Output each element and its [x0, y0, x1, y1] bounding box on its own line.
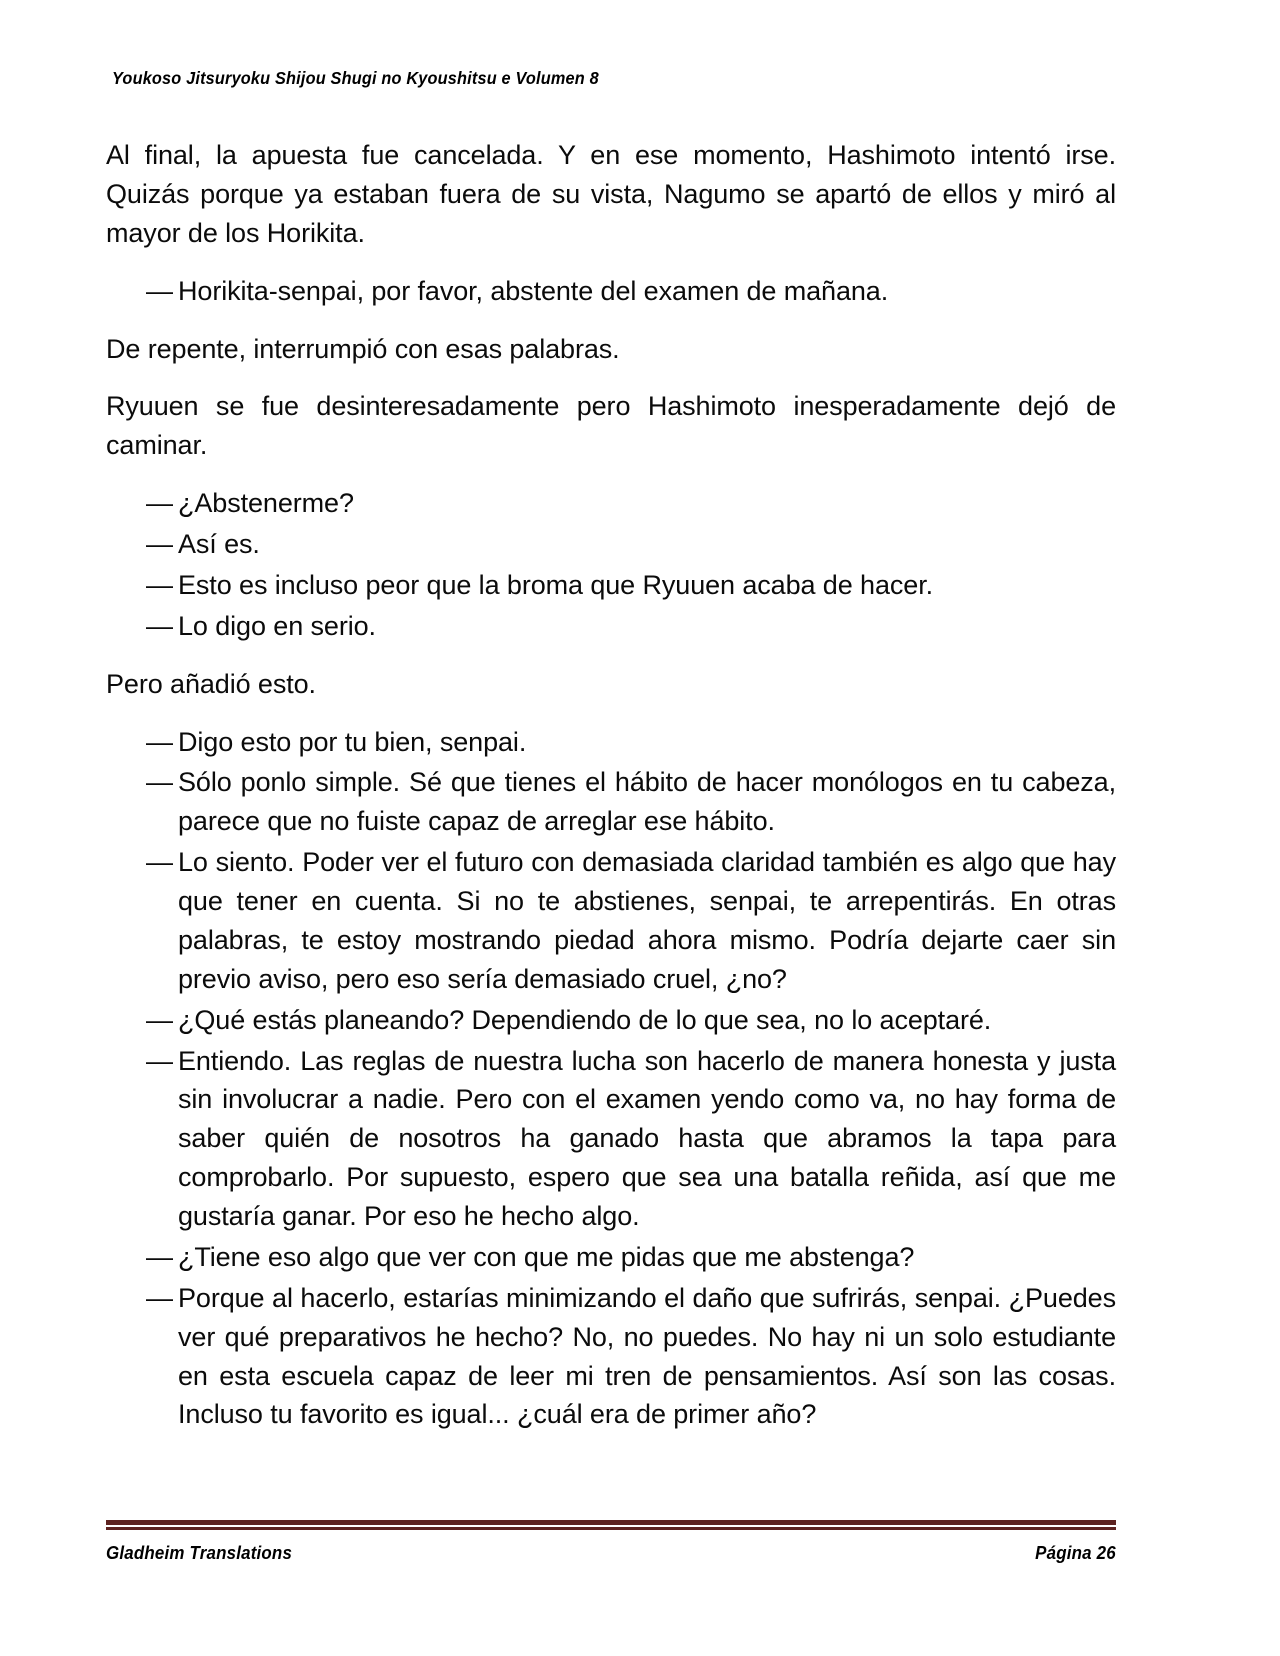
dialogue-text: Esto es incluso peor que la broma que Ryuuen acaba de hacer.: [178, 569, 933, 600]
dialogue-line: [106, 723, 1116, 762]
paragraph: Pero añadió esto.: [106, 668, 316, 699]
paragraph: Al final, la apuesta fue cancelada. Y en ese momento, Hashimoto intentó irse. Quizás porque ya estaban fuera de su vista, Nagumo se apartó de ellos y miró al mayor de los Horikita.: [106, 140, 1116, 248]
em-dash: —: [146, 1045, 173, 1076]
paragraph: Ryuuen se fue desinteresadamente pero Hashimoto inesperadamente dejó de caminar.: [106, 391, 1116, 461]
page-header: [112, 68, 1120, 89]
dialogue-line: [106, 843, 1116, 999]
dialogue-group: [106, 723, 1116, 1435]
dialogue-line: [106, 607, 1116, 646]
dialogue-text: Lo siento. Poder ver el futuro con demasiada claridad también es algo que hay que tener en cuenta. Si no te abstienes, senpai, te arrepentirás. En otras palabras, te estoy mostrando piedad ahora mismo. Podría dejarte caer sin previo aviso, pero eso sería demasiado cruel, ¿no?: [178, 847, 1116, 994]
dialogue-text: Horikita-senpai, por favor, abstente del examen de mañana.: [178, 275, 889, 306]
em-dash: —: [146, 1004, 173, 1035]
footer-credit: Gladheim Translations: [106, 1543, 293, 1563]
dialogue-line: [106, 1001, 1116, 1040]
dialogue-group: [106, 484, 1116, 646]
header-title: Youkoso Jitsuryoku Shijou Shugi no Kyoushitsu e Volumen 8: [112, 68, 599, 88]
dialogue-text: Sólo ponlo simple. Sé que tienes el hábito de hacer monólogos en tu cabeza, parece que no fuiste capaz de arreglar ese hábito.: [178, 767, 1116, 837]
em-dash: —: [146, 610, 173, 641]
dialogue-line: [106, 1042, 1116, 1236]
dialogue-line: [106, 484, 1116, 523]
dialogue-text: Digo esto por tu bien, senpai.: [178, 726, 527, 757]
dialogue-text: Lo digo en serio.: [178, 610, 376, 641]
dialogue-text: Entiendo. Las reglas de nuestra lucha son hacerlo de manera honesta y justa sin involucrar a nadie. Pero con el examen yendo como va, no hay forma de saber quién de nosotros ha ganado hasta que abramos la tapa para comprobarlo. Por supuesto, espero que sea una batalla reñida, así que me gustaría ganar. Por eso he hecho algo.: [178, 1045, 1116, 1231]
dialogue-text: ¿Abstenerme?: [178, 488, 354, 519]
em-dash: —: [146, 726, 173, 757]
page-footer: [106, 1520, 1116, 1564]
dialogue-line: [106, 566, 1116, 605]
dialogue-line: [106, 272, 1116, 311]
em-dash: —: [146, 847, 173, 878]
em-dash: —: [146, 569, 173, 600]
page-content: [106, 136, 1116, 1453]
dialogue-text: ¿Tiene eso algo que ver con que me pidas que me abstenga?: [178, 1241, 915, 1272]
em-dash: —: [146, 275, 173, 306]
footer-row: [106, 1543, 1116, 1564]
dialogue-line: [106, 525, 1116, 564]
paragraph: De repente, interrumpió con esas palabras.: [106, 333, 620, 364]
dialogue-line: [106, 1238, 1116, 1277]
em-dash: —: [146, 529, 173, 559]
dialogue-text: ¿Qué estás planeando? Dependiendo de lo que sea, no lo aceptaré.: [178, 1004, 992, 1035]
dialogue-group: [106, 272, 1116, 311]
footer-page-number: Página 26: [1035, 1543, 1116, 1563]
dialogue-line: [106, 763, 1116, 841]
dialogue-text: Así es.: [178, 529, 260, 559]
em-dash: —: [146, 1241, 173, 1272]
dialogue-line: [106, 1279, 1116, 1435]
footer-rule-bottom: [106, 1527, 1116, 1530]
em-dash: —: [146, 488, 173, 519]
em-dash: —: [146, 1282, 173, 1313]
em-dash: —: [146, 767, 173, 798]
dialogue-text: Porque al hacerlo, estarías minimizando el daño que sufrirás, senpai. ¿Puedes ver qué preparativos he hecho? No, no puedes. No hay ni un solo estudiante en esta escuela capaz de leer mi tren de pensamientos. Así son las cosas. Incluso tu favorito es igual... ¿cuál era de primer año?: [178, 1282, 1116, 1430]
